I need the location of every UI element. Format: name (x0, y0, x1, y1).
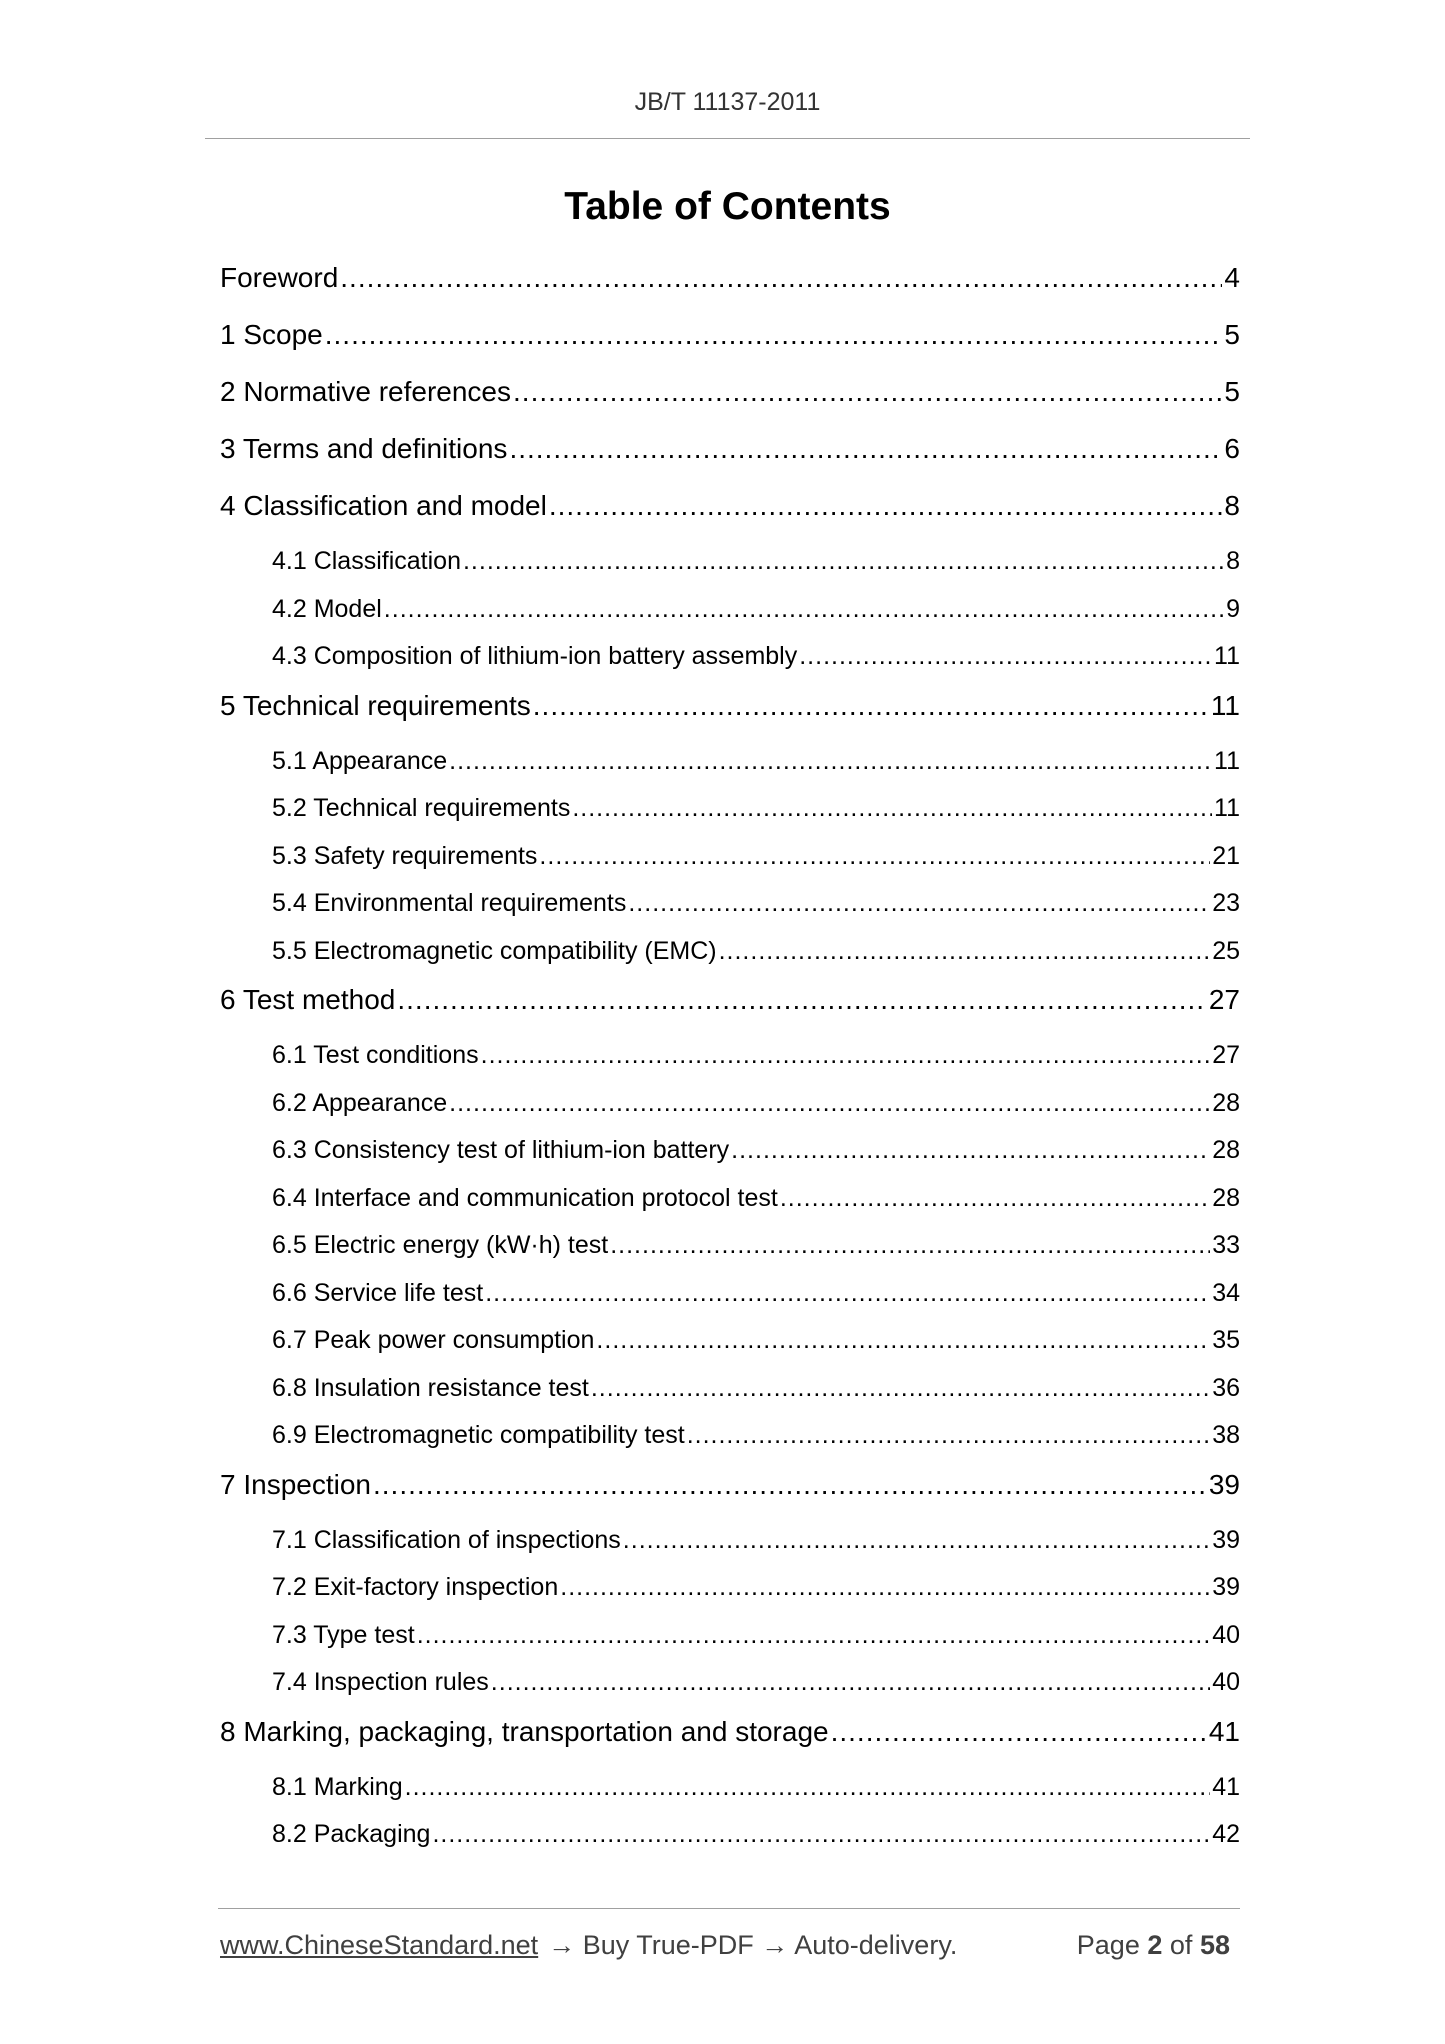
toc-dot-leader (373, 1469, 1207, 1501)
toc-dot-leader (596, 1326, 1210, 1355)
toc-dot-leader (533, 690, 1209, 722)
toc-entry-label: 6.2 Appearance (272, 1088, 448, 1117)
toc-entry[interactable] (272, 1136, 1240, 1165)
current-page-number: 2 (1147, 1930, 1163, 1960)
toc-entry-label: 5.1 Appearance (272, 746, 448, 775)
toc-entry-label: 4.2 Model (272, 594, 382, 623)
toc-dot-leader (731, 1136, 1210, 1165)
toc-entry-label: 4 Classification and model (220, 490, 547, 521)
toc-entry[interactable] (220, 262, 1240, 294)
footer-promo-text: → Buy True-PDF → Auto-delivery. (548, 1930, 958, 1960)
toc-entry-label: 7.3 Type test (272, 1620, 415, 1649)
toc-entry[interactable] (272, 1621, 1240, 1650)
toc-dot-leader (405, 1773, 1211, 1802)
toc-entry-label: 5.2 Technical requirements (272, 794, 571, 822)
toc-entry-page-number: 21 (1212, 841, 1240, 870)
toc-entry-label: 6.1 Test conditions (272, 1041, 479, 1069)
toc-dot-leader (481, 1041, 1211, 1070)
toc-entry[interactable] (220, 433, 1240, 465)
toc-entry-page-number: 40 (1212, 1668, 1240, 1696)
toc-entry-label: 7 Inspection (220, 1468, 371, 1500)
toc-entry[interactable] (220, 319, 1240, 351)
toc-dot-leader (549, 490, 1223, 522)
toc-dot-leader (485, 1279, 1210, 1308)
toc-entry-label: 8.1 Marking (272, 1772, 403, 1801)
toc-entry[interactable] (272, 1773, 1240, 1802)
toc-dot-leader (687, 1421, 1211, 1450)
page-number-indicator (1077, 1930, 1230, 1961)
toc-entry-page-number: 5 (1224, 376, 1240, 407)
toc-entry[interactable] (272, 1573, 1240, 1602)
toc-entry-label: 6.3 Consistency test of lithium-ion battery (272, 1136, 730, 1164)
toc-entry-label: 7.1 Classification of inspections (272, 1525, 621, 1554)
page-word: Page (1076, 1930, 1140, 1960)
toc-dot-leader (831, 1716, 1207, 1748)
toc-entry-label: 6.9 Electromagnetic compatibility test (272, 1421, 685, 1449)
toc-entry[interactable] (220, 376, 1240, 408)
toc-entry-page-number: 42 (1212, 1820, 1240, 1848)
toc-entry-page-number: 39 (1212, 1573, 1240, 1601)
toc-dot-leader (780, 1184, 1210, 1213)
toc-dot-leader (628, 889, 1210, 918)
toc-entry-label: 8.2 Packaging (272, 1820, 431, 1848)
of-word: of (1169, 1930, 1193, 1960)
toc-entry-label: 6.6 Service life test (272, 1278, 484, 1307)
toc-entry-label: 7.2 Exit-factory inspection (272, 1573, 559, 1601)
toc-dot-leader (591, 1374, 1210, 1403)
toc-entry-page-number: 34 (1212, 1278, 1240, 1307)
toc-entry-page-number: 4 (1224, 262, 1240, 293)
toc-dot-leader (610, 1231, 1210, 1260)
toc-dot-leader (449, 1089, 1210, 1118)
toc-dot-leader (719, 937, 1211, 966)
toc-dot-leader (509, 433, 1222, 465)
toc-dot-leader (384, 595, 1224, 624)
toc-entry-label: 5.3 Safety requirements (272, 841, 538, 870)
running-header: JB/T 11137-2011 (634, 88, 821, 116)
toc-entry-page-number: 8 (1224, 490, 1240, 521)
toc-entry[interactable] (272, 1184, 1240, 1213)
toc-dot-leader (560, 1573, 1210, 1602)
toc-entry-label: 5.4 Environmental requirements (272, 889, 627, 917)
toc-entry[interactable] (272, 1374, 1240, 1403)
toc-entry-page-number: 25 (1212, 936, 1240, 965)
page-title: Table of Contents (564, 185, 891, 228)
toc-dot-leader (432, 1820, 1210, 1849)
toc-entry[interactable] (220, 1716, 1240, 1748)
toc-entry[interactable] (220, 984, 1240, 1016)
toc-entry[interactable] (220, 490, 1240, 522)
toc-entry-page-number: 11 (1214, 642, 1240, 670)
toc-entry[interactable] (220, 1469, 1240, 1501)
toc-entry-label: 6.5 Electric energy (kW·h) test (272, 1231, 609, 1259)
footer (220, 1930, 1230, 1961)
toc-dot-leader (449, 747, 1212, 776)
toc-entry-page-number: 6 (1224, 433, 1240, 464)
toc-entry[interactable] (272, 1041, 1240, 1070)
toc-entry-page-number: 8 (1226, 547, 1240, 575)
toc-entry[interactable] (272, 642, 1240, 671)
toc-entry-page-number: 40 (1212, 1620, 1240, 1649)
toc-entry-page-number: 11 (1210, 689, 1240, 721)
toc-dot-leader (463, 547, 1224, 576)
toc-entry-label: 5.5 Electromagnetic compatibility (EMC) (272, 936, 717, 965)
toc-entry-page-number: 41 (1212, 1772, 1240, 1801)
toc-entry[interactable] (272, 842, 1240, 871)
toc-entry[interactable] (272, 794, 1240, 823)
toc-entry-page-number: 39 (1208, 1468, 1240, 1500)
total-page-count: 58 (1199, 1930, 1230, 1960)
header-divider (205, 138, 1250, 139)
toc-entry[interactable] (272, 1421, 1240, 1450)
toc-dot-leader (572, 794, 1212, 823)
toc-entry-label: 4.1 Classification (272, 547, 461, 575)
toc-entry[interactable] (272, 1326, 1240, 1355)
toc-entry-label: 2 Normative references (220, 376, 512, 407)
toc-entry[interactable] (272, 889, 1240, 918)
toc-entry-page-number: 9 (1226, 594, 1240, 623)
toc-dot-leader (799, 642, 1212, 671)
toc-entry-page-number: 11 (1214, 794, 1240, 822)
toc-entry[interactable] (272, 1231, 1240, 1260)
toc-entry-label: 1 Scope (220, 319, 323, 350)
toc-entry-page-number: 35 (1212, 1326, 1240, 1354)
toc-entry[interactable] (272, 1820, 1240, 1849)
toc-dot-leader (623, 1526, 1210, 1555)
toc-entry-page-number: 28 (1212, 1183, 1240, 1212)
toc-entry-label: 6.8 Insulation resistance test (272, 1373, 589, 1402)
toc-entry-label: 3 Terms and definitions (220, 433, 508, 464)
toc-entry-label: 8 Marking, packaging, transportation and storage (220, 1715, 829, 1747)
toc-entry-label: Foreword (220, 262, 339, 293)
toc-dot-leader (513, 376, 1222, 408)
toc-entry-label: 6.4 Interface and communication protocol test (272, 1183, 778, 1212)
toc-dot-leader (340, 262, 1222, 294)
footer-divider (218, 1908, 1240, 1909)
toc-entry[interactable] (272, 547, 1240, 576)
toc-entry-label: 6 Test method (220, 984, 396, 1015)
toc-entry-label: 4.3 Composition of lithium-ion battery assembly (272, 642, 798, 670)
toc-entry-page-number: 27 (1208, 984, 1240, 1015)
toc-entry[interactable] (272, 1668, 1240, 1697)
toc-entry-page-number: 36 (1212, 1373, 1240, 1402)
toc-entry-page-number: 28 (1212, 1088, 1240, 1117)
toc-dot-leader (491, 1668, 1210, 1697)
toc-entry[interactable] (220, 690, 1240, 722)
toc-entry-label: 6.7 Peak power consumption (272, 1326, 595, 1354)
toc-entry[interactable] (272, 747, 1240, 776)
toc-dot-leader (539, 842, 1210, 871)
toc-entry-label: 7.4 Inspection rules (272, 1668, 489, 1696)
toc-dot-leader (325, 319, 1223, 351)
toc-entry-page-number: 5 (1224, 319, 1240, 350)
toc-entry[interactable] (272, 1279, 1240, 1308)
toc-entry-page-number: 41 (1208, 1715, 1240, 1747)
toc-entry[interactable] (272, 595, 1240, 624)
footer-site-link[interactable]: www.ChineseStandard.net (220, 1930, 539, 1960)
toc-entry-page-number: 39 (1212, 1525, 1240, 1554)
toc-entry-page-number: 33 (1212, 1231, 1240, 1259)
toc-entry-page-number: 27 (1212, 1041, 1240, 1069)
toc-entry-page-number: 28 (1212, 1136, 1240, 1164)
toc-entry-page-number: 11 (1214, 746, 1240, 775)
toc-entry[interactable] (272, 1089, 1240, 1118)
toc-entry-page-number: 38 (1212, 1421, 1240, 1449)
toc-entry[interactable] (272, 937, 1240, 966)
toc-entry-page-number: 23 (1212, 889, 1240, 917)
toc-entry-label: 5 Technical requirements (220, 689, 531, 721)
toc-dot-leader (397, 984, 1206, 1016)
toc-entry[interactable] (272, 1526, 1240, 1555)
toc-dot-leader (417, 1621, 1210, 1650)
